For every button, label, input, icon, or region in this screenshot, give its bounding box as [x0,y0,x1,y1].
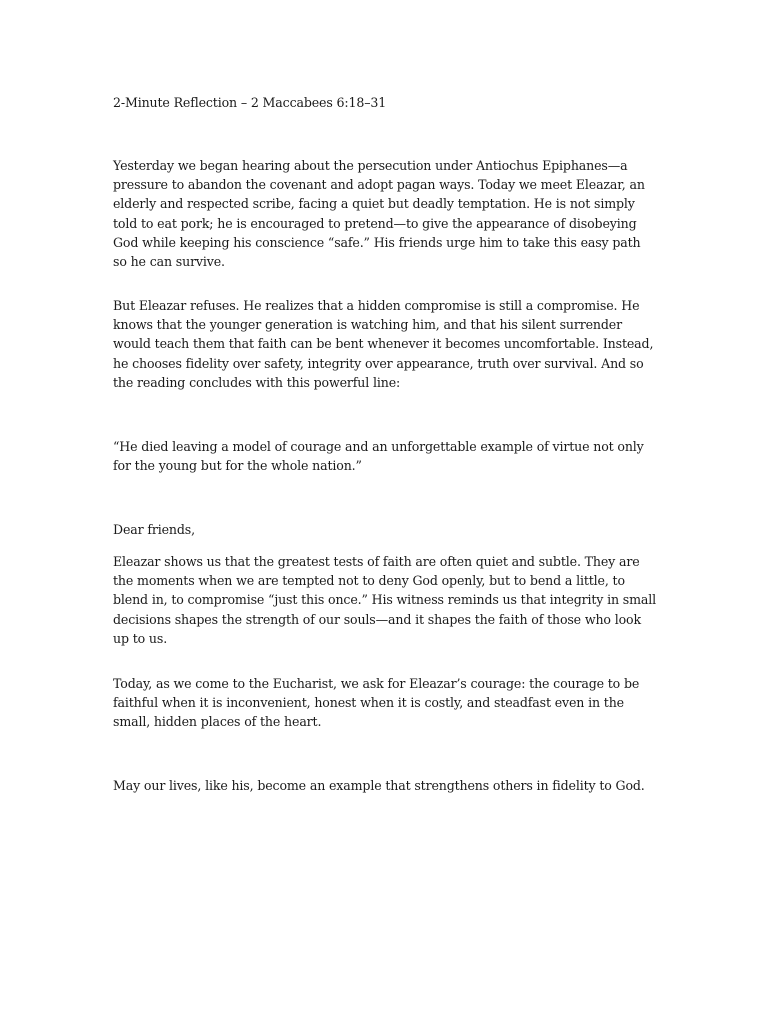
paragraph-quote: “He died leaving a model of courage and an unforgettable example of virtue not only for the young but for the whole nation.” [113,439,644,474]
paragraph-greeting: Dear friends, [113,522,195,537]
paragraph-intro: Yesterday we began hearing about the persecution under Antiochus Epiphanes—a pressure to abandon the covenant and adopt pagan ways. Today we meet Eleazar, an elderly and respected scribe, facing a quiet but deadly temptation. He is not simply told to eat pork; he is encouraged to pretend—to give the appearance of disobeying God while keeping his conscience “safe.” His friends urge him to take this easy path so he can survive. [113,158,645,270]
paragraph-lesson: Eleazar shows us that the greatest tests of faith are often quiet and subtle. They are the moments when we are tempted not to deny God openly, but to bend a little, to blend in, to compromise “just this once.” His witness reminds us that integrity in small decisions shapes the strength of our souls—and it shapes the faith of those who look up to us. [113,554,657,646]
paragraph-refusal: But Eleazar refuses. He realizes that a hidden compromise is still a compromise. He knows that the younger generation is watching him, and that his silent surrender would teach them that faith can be bent whenever it becomes uncomfortable. Instead, he chooses fidelity over safety, integrity over appearance, truth over survival. And so the reading concludes with this powerful line: [113,298,654,390]
paragraph-eucharist: Today, as we come to the Eucharist, we ask for Eleazar’s courage: the courage to be faithful when it is inconvenient, honest when it is costly, and steadfast even in the small, hidden places of the heart. [113,676,640,730]
paragraph-closing: May our lives, like his, become an example that strengthens others in fidelity to God. [113,778,645,793]
document-title: 2-Minute Reflection – 2 Maccabees 6:18–31 [113,95,387,110]
